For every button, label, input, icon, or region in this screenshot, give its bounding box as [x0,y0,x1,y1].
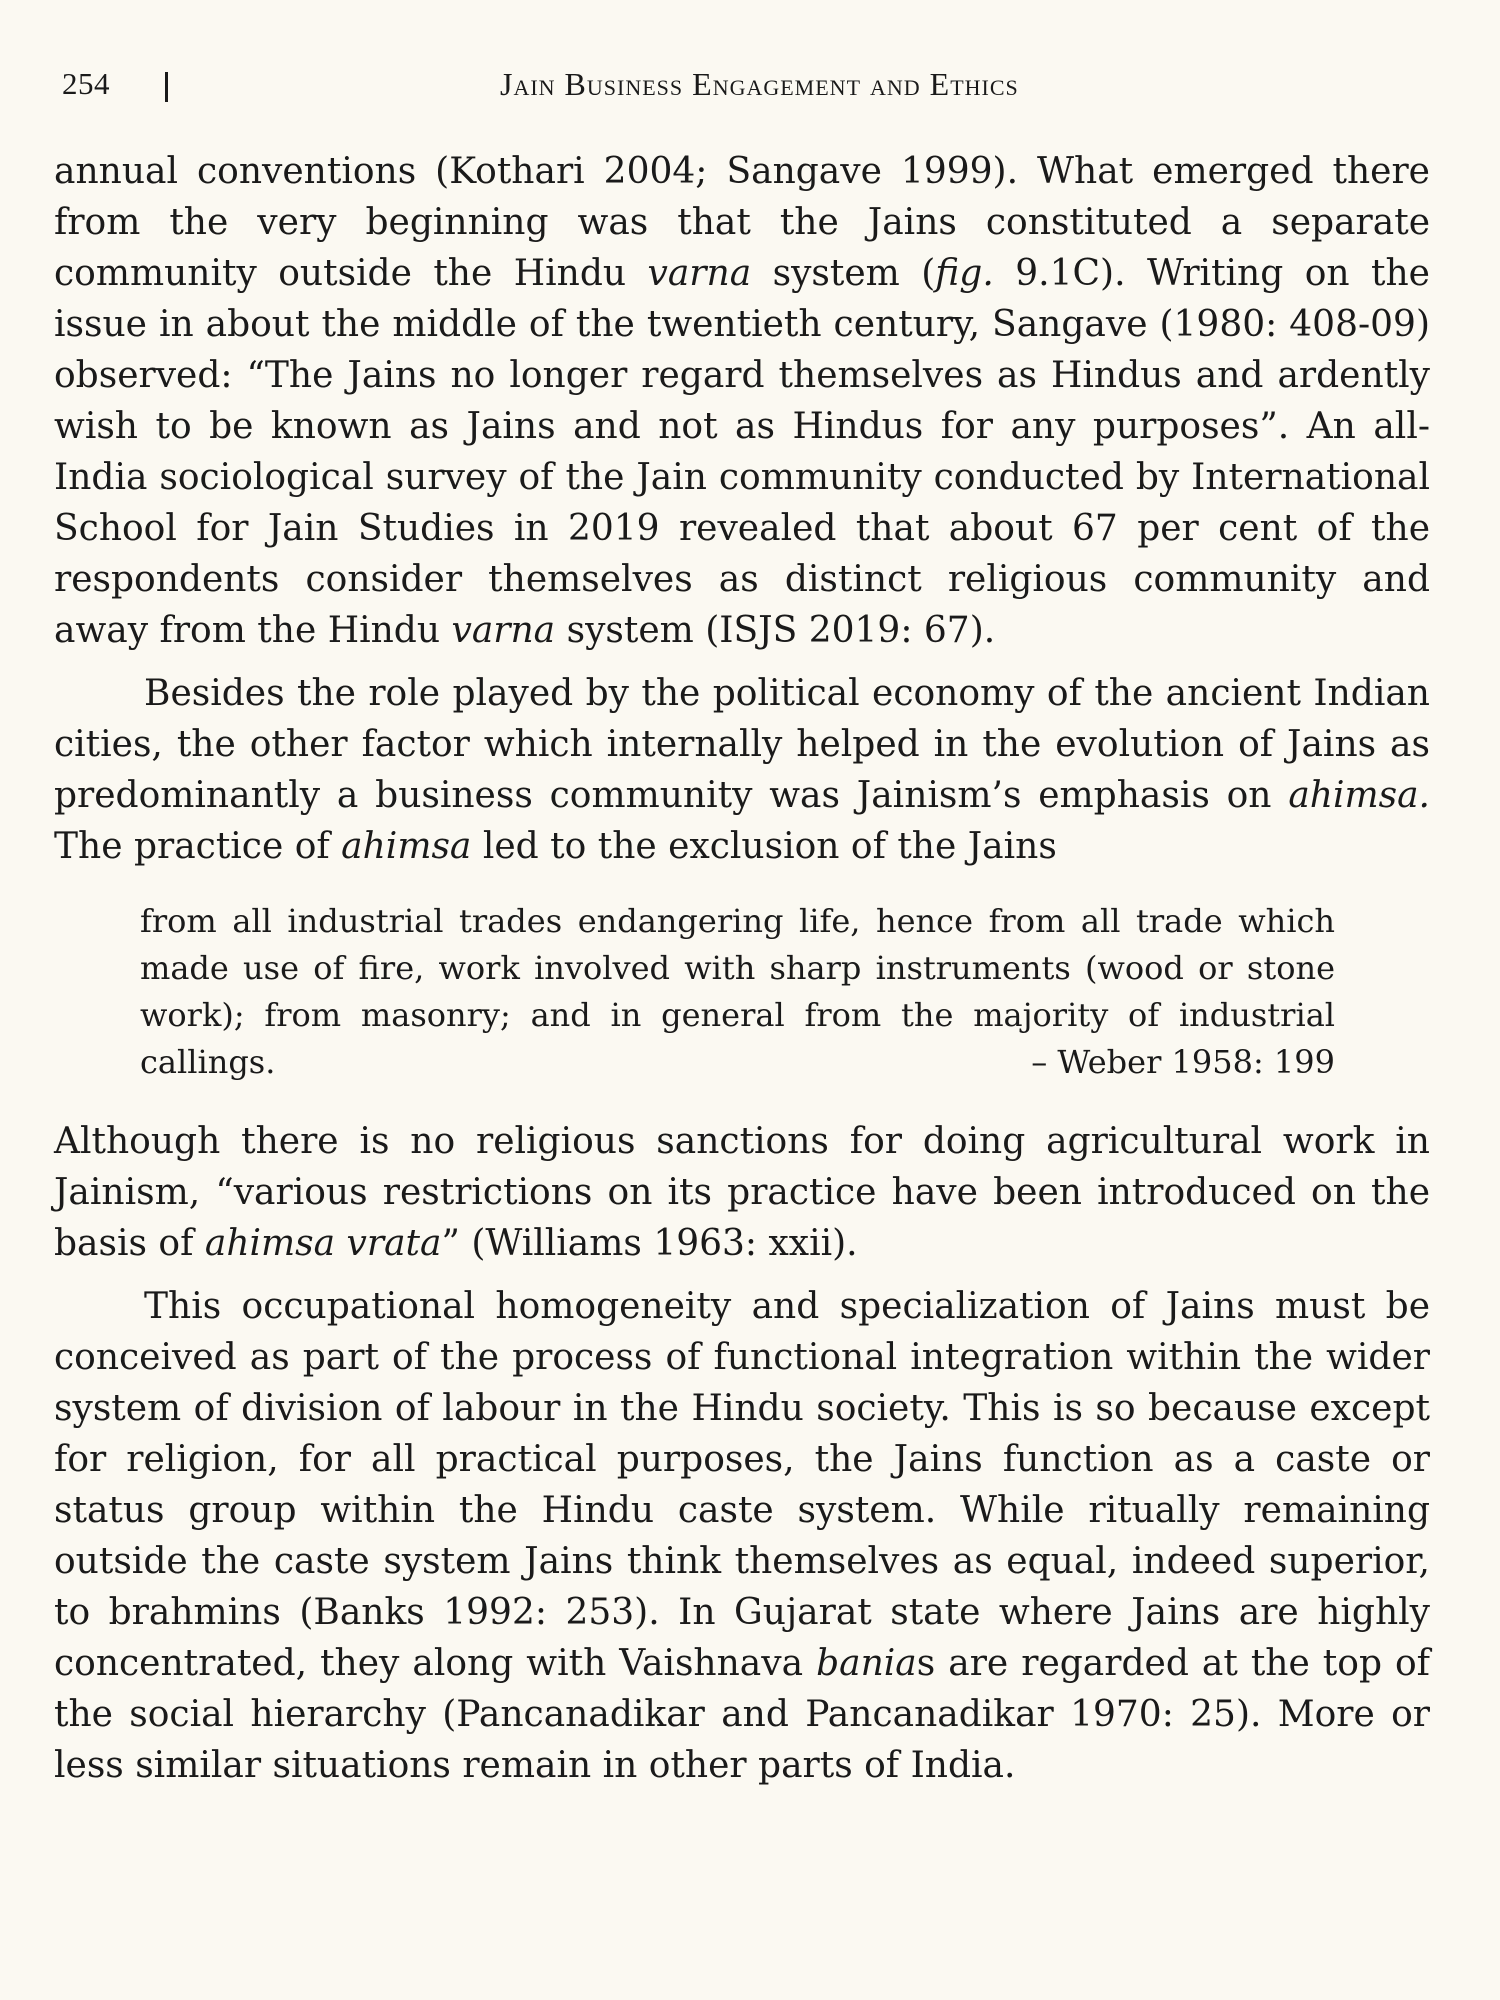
running-head: Jain Business Engagement and Ethics [500,66,1019,102]
paragraph-1-text-4: system (ISJS 2019: 67). [555,610,996,651]
term-bania: bania [816,1643,917,1684]
block-quote-text: from all industrial trades endangering life, hence from all trade which made use of fire, work involved with sharp instruments (wood or stone work); from masonry; and in general from the majority of industrial callings. [140,902,1335,1081]
paragraph-4 [54,1281,1430,1791]
paragraph-2-text-2: The practice of [54,826,342,867]
figure-reference: fig. [935,253,994,294]
paragraph-4-text-1: This occupational homogeneity and specialization of Jains must be conceived as part of the process of functional integration within the wider system of division of labour in the Hindu society. This is so because except for religion, for all practical purposes, the Jains function as a caste or status group within the Hindu caste system. While ritually remaining outside the caste system Jains think themselves as equal, indeed superior, to brahmins (Banks 1992: 253). In Gujarat state where Jains are highly concentrated, they along with Vaishnava [54,1286,1430,1684]
block-quote [140,898,1335,1086]
term-varna: varna [647,253,752,294]
page-number: 254 [62,66,110,101]
paragraph-1-text-2: system ( [751,253,936,294]
paragraph-2 [54,668,1430,872]
term-ahimsa-vrata: ahimsa vrata [204,1223,442,1264]
term-ahimsa: ahimsa. [1288,775,1430,816]
page-header [62,66,1440,106]
paragraph-2-text-1: Besides the role played by the political economy of the ancient Indian cities, the other factor which internally helped in the evolution of Jains as predominantly a business community was Jainism’s emphasis on [54,673,1430,816]
paragraph-3-text-1: Although there is no religious sanctions for doing agricultural work in Jainism, “various restrictions on its practice have been introduced on the basis of [54,1121,1430,1264]
paragraph-3-text-2: ” (Williams 1963: xxii). [441,1223,858,1264]
paragraph-4-text-2: s are regarded at the top of the social hierarchy (Pancanadikar and Pancanadikar 1970: 25). More or less similar situations remain in other parts of India. [54,1643,1430,1786]
term-varna: varna [451,610,556,651]
paragraph-1-text-1: annual conventions (Kothari 2004; Sangave 1999). What emerged there from the very beginning was that the Jains constituted a separate community outside the Hindu [54,151,1430,294]
paragraph-2-text-3: led to the exclusion of the Jains [471,826,1057,867]
body-text [54,146,1430,1791]
paragraph-3 [54,1116,1430,1269]
paragraph-1-text-3: 9.1C). Writing on the issue in about the middle of the twentieth century, Sangave (1980: 408-09) observed: “The Jains no longer regard themselves as Hindus and ardently wish to be known as Jains and not as Hindus for any purposes”. An all-India sociological survey of the Jain community conducted by International School for Jain Studies in 2019 revealed that about 67 per cent of the respondents consider themselves as distinct religious community and away from the Hindu [54,253,1430,651]
header-divider [165,72,168,102]
quote-source: – Weber 1958: 199 [1031,1043,1335,1081]
paragraph-1 [54,146,1430,656]
term-ahimsa: ahimsa [341,826,472,867]
